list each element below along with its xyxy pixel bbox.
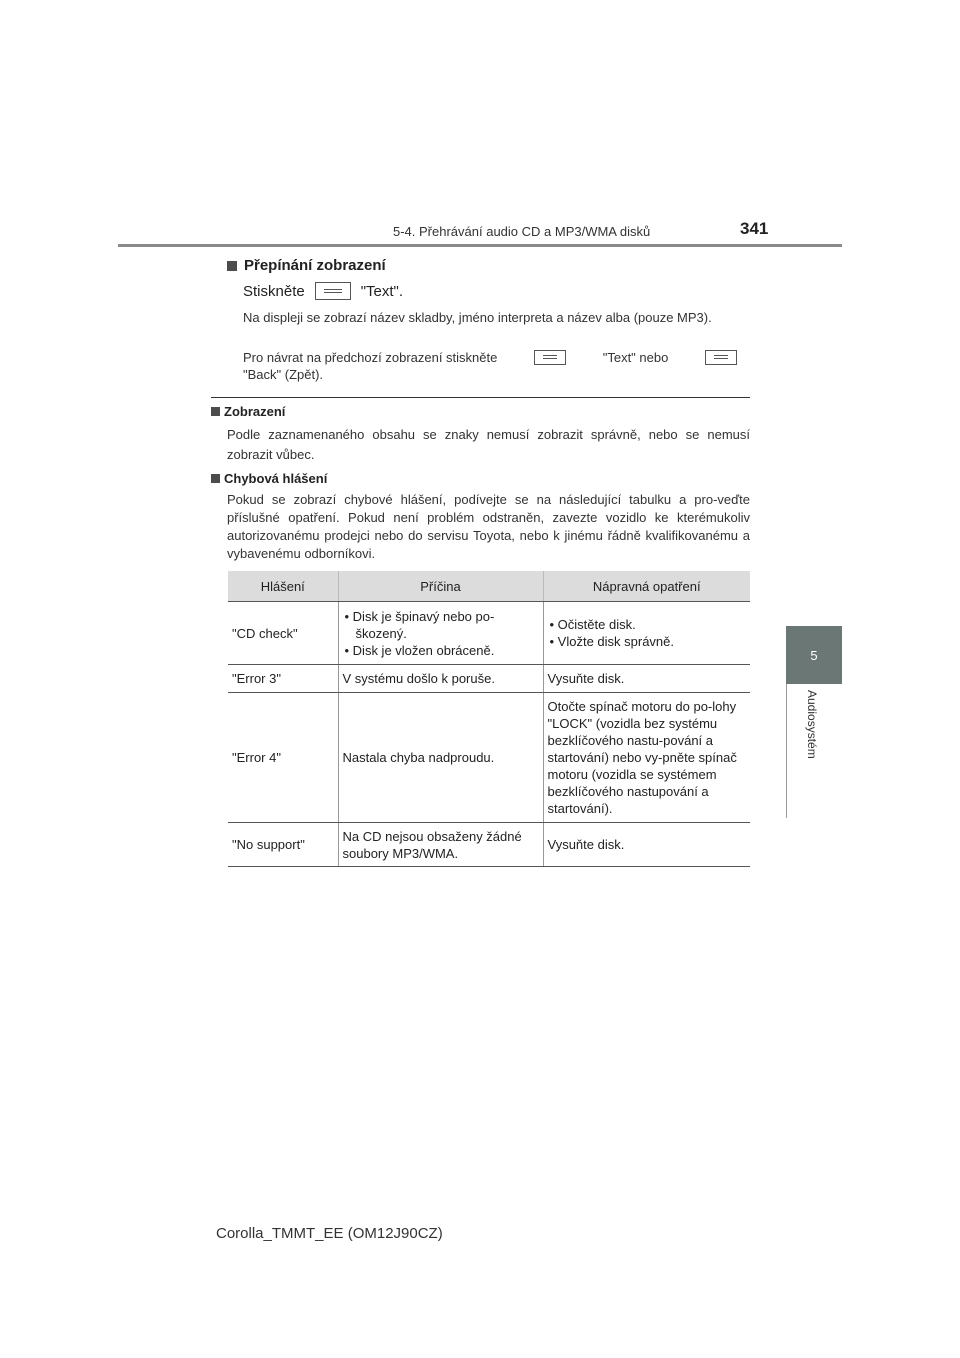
chapter-label: Audiosystém bbox=[805, 690, 819, 759]
table-row bbox=[228, 665, 750, 693]
cause-item: • Disk je vložen obráceně. bbox=[343, 642, 539, 659]
errors-section-text: Pokud se zobrazí chybové hlášení, podívejte se na následující tabulku a pro-veďte příslušné opatření. Pokud není problém odstraněn, zavezte vozidlo ke kterémukoliv autorizovanému prodejci nebo do servisu Toyota, nebo k jinému řádně kvalifikovanému a vybavenému odborníkovi. bbox=[227, 492, 750, 561]
display-section-heading-text: Zobrazení bbox=[224, 404, 286, 419]
remedy-item: • Vložte disk správně. bbox=[548, 633, 747, 650]
footer-document-id: Corolla_TMMT_EE (OM12J90CZ) bbox=[216, 1225, 443, 1242]
column-header-message: Hlášení bbox=[228, 571, 338, 602]
column-header-remedy: Nápravná opatření bbox=[543, 571, 750, 602]
page-number: 341 bbox=[740, 219, 769, 238]
square-bullet-icon bbox=[227, 261, 237, 271]
chapter-tab-divider bbox=[786, 684, 787, 818]
square-bullet-icon bbox=[211, 474, 220, 483]
instruction-suffix: "Text". bbox=[360, 282, 404, 300]
message-cell: "No support" bbox=[228, 823, 338, 867]
display-section-heading bbox=[211, 404, 285, 419]
remedy-cell: Otočte spínač motoru do po-lohy "LOCK" (vozidla bez systému bezklíčového nastu-pování a startování) nebo vy-pněte spínač motoru (vozidla se systémem bezklíčového nastupování a startování). bbox=[543, 693, 750, 823]
display-switch-instruction bbox=[243, 282, 403, 300]
chapter-number: 5 bbox=[810, 647, 818, 663]
display-switch-heading bbox=[227, 257, 386, 274]
display-switch-note-2 bbox=[243, 349, 749, 383]
section-divider bbox=[211, 397, 750, 398]
remedy-cell: Vysuňte disk. bbox=[543, 665, 750, 693]
text-button-icon bbox=[315, 282, 351, 300]
note2-prefix: Pro návrat na předchozí zobrazení stiskněte bbox=[243, 350, 498, 365]
remedy-cell bbox=[543, 602, 750, 665]
note2-suffix: "Back" (Zpět). bbox=[243, 367, 324, 382]
text-button-icon bbox=[534, 350, 566, 365]
note2-middle: "Text" nebo bbox=[602, 350, 669, 365]
column-header-cause: Příčina bbox=[338, 571, 543, 602]
header-divider bbox=[118, 244, 842, 247]
message-cell: "CD check" bbox=[228, 602, 338, 665]
cause-cell: Nastala chyba nadproudu. bbox=[338, 693, 543, 823]
cause-cell bbox=[338, 602, 543, 665]
errors-section-heading-text: Chybová hlášení bbox=[224, 471, 328, 486]
error-messages-table bbox=[228, 571, 750, 867]
errors-section-heading bbox=[211, 471, 327, 486]
instruction-prefix: Stiskněte bbox=[243, 282, 305, 300]
message-cell: "Error 4" bbox=[228, 693, 338, 823]
remedy-cell: Vysuňte disk. bbox=[543, 823, 750, 867]
table-row bbox=[228, 602, 750, 665]
cause-cell: Na CD nejsou obsaženy žádné soubory MP3/WMA. bbox=[338, 823, 543, 867]
header-section-title: 5-4. Přehrávání audio CD a MP3/WMA disků bbox=[393, 224, 651, 239]
cause-item: • Disk je špinavý nebo po-škozený. bbox=[343, 608, 539, 642]
square-bullet-icon bbox=[211, 407, 220, 416]
display-switch-heading-text: Přepínání zobrazení bbox=[244, 257, 386, 274]
remedy-item: • Očistěte disk. bbox=[548, 616, 747, 633]
table-row bbox=[228, 693, 750, 823]
message-cell: "Error 3" bbox=[228, 665, 338, 693]
table-header-row bbox=[228, 571, 750, 602]
display-switch-note-1: Na displeji se zobrazí název skladby, jméno interpreta a název alba (pouze MP3). bbox=[243, 310, 712, 325]
table-row bbox=[228, 823, 750, 867]
cause-cell: V systému došlo k poruše. bbox=[338, 665, 543, 693]
display-section-text: Podle zaznamenaného obsahu se znaky nemusí zobrazit správně, nebo se nemusí zobrazit vůbec. bbox=[227, 427, 750, 462]
back-button-icon bbox=[705, 350, 737, 365]
chapter-tab bbox=[786, 626, 842, 684]
